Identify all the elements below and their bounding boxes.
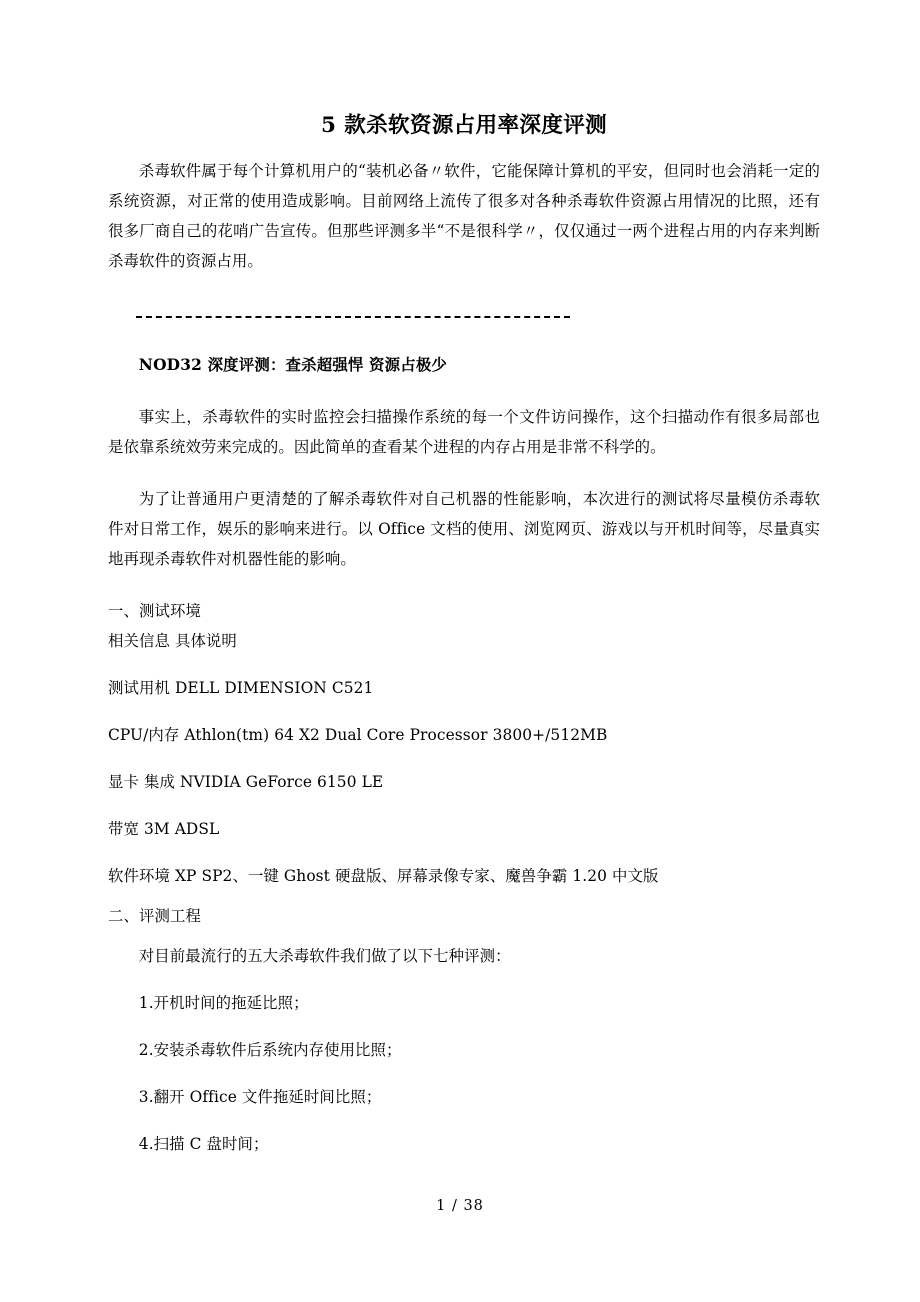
intro-paragraph: 杀毒软件属于每个计算机用户的“装机必备〃软件，它能保障计算机的平安，但同时也会消耗一定的系统资源，对正常的使用造成影响。目前网络上流传了很多对各种杀毒软件资源占用情况的比照，还有很多厂商自己的花哨广告宣传。但那些评测多半“不是很科学〃，仅仅通过一两个进程占用的内存来判断杀毒软件的资源占用。 bbox=[108, 161, 820, 270]
section-heading-2: 二、评测工程 bbox=[108, 906, 201, 925]
page-number-footer: 1 / 38 bbox=[436, 1198, 484, 1214]
separator bbox=[108, 302, 820, 332]
test-item-2: 2.安装杀毒软件后系统内存使用比照； bbox=[138, 1040, 402, 1059]
spacer bbox=[108, 891, 820, 901]
env-table-header: 相关信息 具体说明 bbox=[108, 631, 237, 650]
section-heading-1: 一、测试环境 bbox=[108, 601, 201, 620]
page-content bbox=[108, 0, 820, 1159]
spacer bbox=[108, 574, 820, 596]
spacer bbox=[108, 931, 820, 941]
test-item-1: 1.开机时间的拖延比照； bbox=[138, 993, 309, 1012]
env-row-graphics: 显卡 集成 NVIDIA GeForce 6150 LE bbox=[108, 772, 384, 791]
section-2-intro: 对目前最流行的五大杀毒软件我们做了以下七种评测： bbox=[138, 946, 511, 965]
paragraph-2: 事实上，杀毒软件的实时监控会扫描操作系统的每一个文件访问操作，这个扫描动作有很多局部也是依靠系统效劳来完成的。因此简单的查看某个进程的内存占用是非常不科学的。 bbox=[108, 407, 820, 456]
dashed-rule bbox=[136, 316, 570, 318]
paragraph-3: 为了让普通用户更清楚的了解杀毒软件对自己机器的性能影响，本次进行的测试将尽量模仿杀毒软件对日常工作，娱乐的影响来进行。以 Office 文档的使用、浏览网页、游戏以与开机时间等，尽量真实地再现杀毒软件对机器性能的影响。 bbox=[108, 489, 820, 568]
spacer bbox=[108, 380, 820, 402]
env-row-test-machine: 测试用机 DELL DIMENSION C521 bbox=[108, 678, 374, 697]
env-row-cpu-memory: CPU/内存 Athlon(tm) 64 X2 Dual Core Processor 3800+/512MB bbox=[108, 725, 608, 744]
spacer bbox=[108, 462, 820, 484]
section-subheading-nod32: NOD32 深度评测：查杀超强悍 资源占极少 bbox=[138, 355, 448, 374]
test-item-4: 4.扫描 C 盘时间； bbox=[138, 1134, 269, 1153]
env-row-bandwidth: 带宽 3M ADSL bbox=[108, 819, 220, 838]
test-item-3: 3.翻开 Office 文件拖延时间比照； bbox=[138, 1087, 382, 1106]
env-row-software: 软件环境 XP SP2、一键 Ghost 硬盘版、屏幕录像专家、魔兽争霸 1.20 中文版 bbox=[108, 866, 659, 885]
page-title: 5 款杀软资源占用率深度评测 bbox=[320, 113, 608, 138]
